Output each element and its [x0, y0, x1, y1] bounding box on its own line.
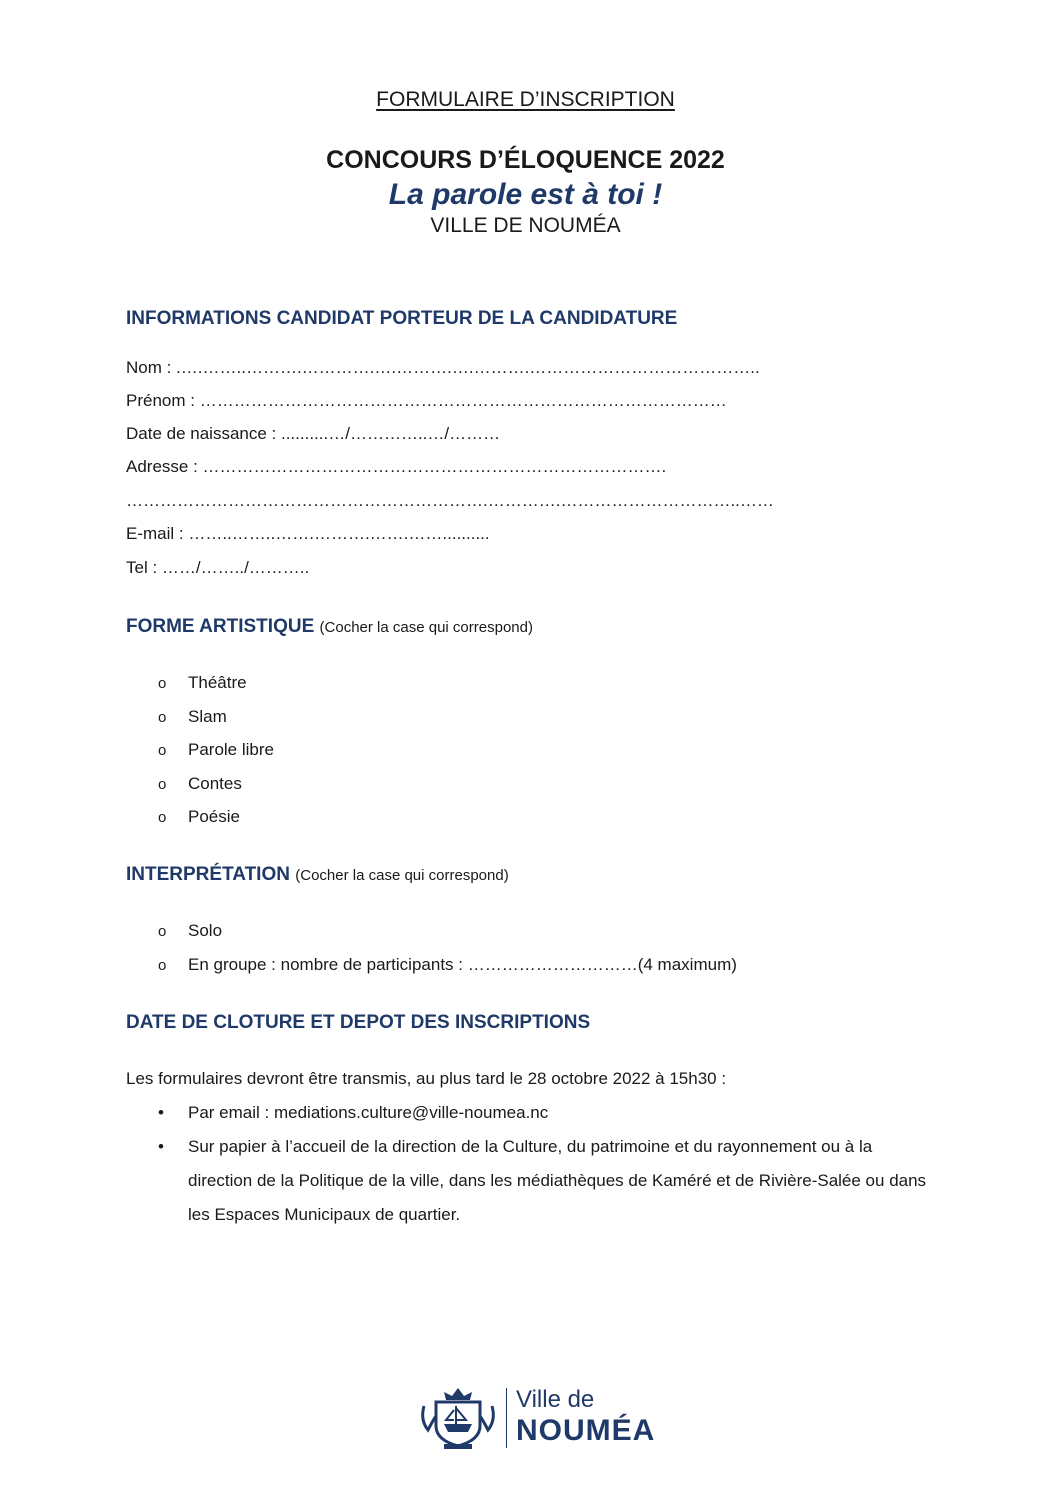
- option-label: Solo: [188, 921, 223, 940]
- tel-field: Tel : ……/……../………..: [126, 558, 310, 577]
- option-label: Poésie: [188, 807, 240, 826]
- slogan: La parole est à toi !: [388, 178, 663, 211]
- deposit-bullet-email: [158, 1096, 928, 1130]
- option-label: En groupe : nombre de participants : …………………………(4 maximum): [188, 955, 737, 974]
- logo-separator: [506, 1388, 507, 1448]
- logo-line2: NOUMÉA: [516, 1414, 656, 1447]
- city-name: VILLE DE NOUMÉA: [430, 214, 621, 237]
- prenom-field: Prénom : …………………………………………………………………………………: [126, 391, 727, 410]
- forme-heading-label: FORME ARTISTIQUE: [126, 616, 315, 637]
- checkbox-icon: o: [158, 776, 167, 793]
- checkbox-icon: o: [158, 923, 167, 940]
- bullet-text: Par email : mediations.culture@ville-noumea.nc: [188, 1103, 549, 1122]
- option-label: Contes: [188, 774, 242, 793]
- interpretation-heading-note: (Cocher la case qui correspond): [295, 867, 509, 884]
- bullet-icon: •: [158, 1103, 164, 1122]
- forme-heading-note: (Cocher la case qui correspond): [319, 619, 533, 636]
- form-title: FORMULAIRE D’INSCRIPTION: [376, 88, 675, 111]
- nom-field: Nom : .….……..……….………….….……….….……….…………………………………..: [126, 358, 760, 377]
- option-theatre[interactable]: [158, 673, 247, 693]
- deposit-bullet-paper: [158, 1130, 928, 1232]
- option-label: Théâtre: [188, 673, 247, 692]
- checkbox-icon: o: [158, 675, 167, 692]
- city-crest-icon: [418, 1386, 498, 1450]
- option-parole-libre[interactable]: [158, 740, 274, 760]
- checkbox-icon: o: [158, 809, 167, 826]
- bullet-text: Sur papier à l’accueil de la direction de la Culture, du patrimoine et du rayonnement ou à la direction de la Politique de la ville, dans les médiathèques de Kaméré et de Rivière-Salée ou dans les Espaces Municipaux de quartier.: [188, 1137, 927, 1224]
- checkbox-icon: o: [158, 957, 167, 974]
- option-slam[interactable]: [158, 707, 227, 727]
- option-label: Slam: [188, 707, 227, 726]
- logo-line1: Ville de: [516, 1386, 595, 1413]
- option-label: Parole libre: [188, 740, 274, 759]
- date-naissance-field: Date de naissance : ..........…/…………..…/………: [126, 424, 501, 443]
- cloture-section-heading: DATE DE CLOTURE ET DEPOT DES INSCRIPTIONS: [126, 1012, 591, 1033]
- adresse-continuation: ……………………………………………………….………….…………………………..……: [126, 491, 774, 510]
- option-en-groupe[interactable]: [158, 955, 737, 975]
- cloture-intro: Les formulaires devront être transmis, au plus tard le 28 octobre 2022 à 15h30 :: [126, 1069, 727, 1088]
- forme-section-heading: [126, 616, 533, 638]
- interpretation-heading-label: INTERPRÉTATION: [126, 864, 290, 885]
- interpretation-section-heading: [126, 864, 509, 886]
- adresse-field: Adresse : ……………………………………………………………………….: [126, 457, 667, 476]
- option-solo[interactable]: [158, 921, 222, 941]
- checkbox-icon: o: [158, 742, 167, 759]
- candidate-section-heading: INFORMATIONS CANDIDAT PORTEUR DE LA CANDIDATURE: [126, 308, 678, 329]
- contest-title: CONCOURS D’ÉLOQUENCE 2022: [326, 146, 725, 174]
- email-field: E-mail : ……..……..…….……….…….……..........: [126, 524, 490, 543]
- option-poesie[interactable]: [158, 807, 240, 827]
- checkbox-icon: o: [158, 709, 167, 726]
- option-contes[interactable]: [158, 774, 242, 794]
- bullet-icon: •: [158, 1137, 164, 1156]
- ville-de-noumea-logo: [418, 1384, 656, 1454]
